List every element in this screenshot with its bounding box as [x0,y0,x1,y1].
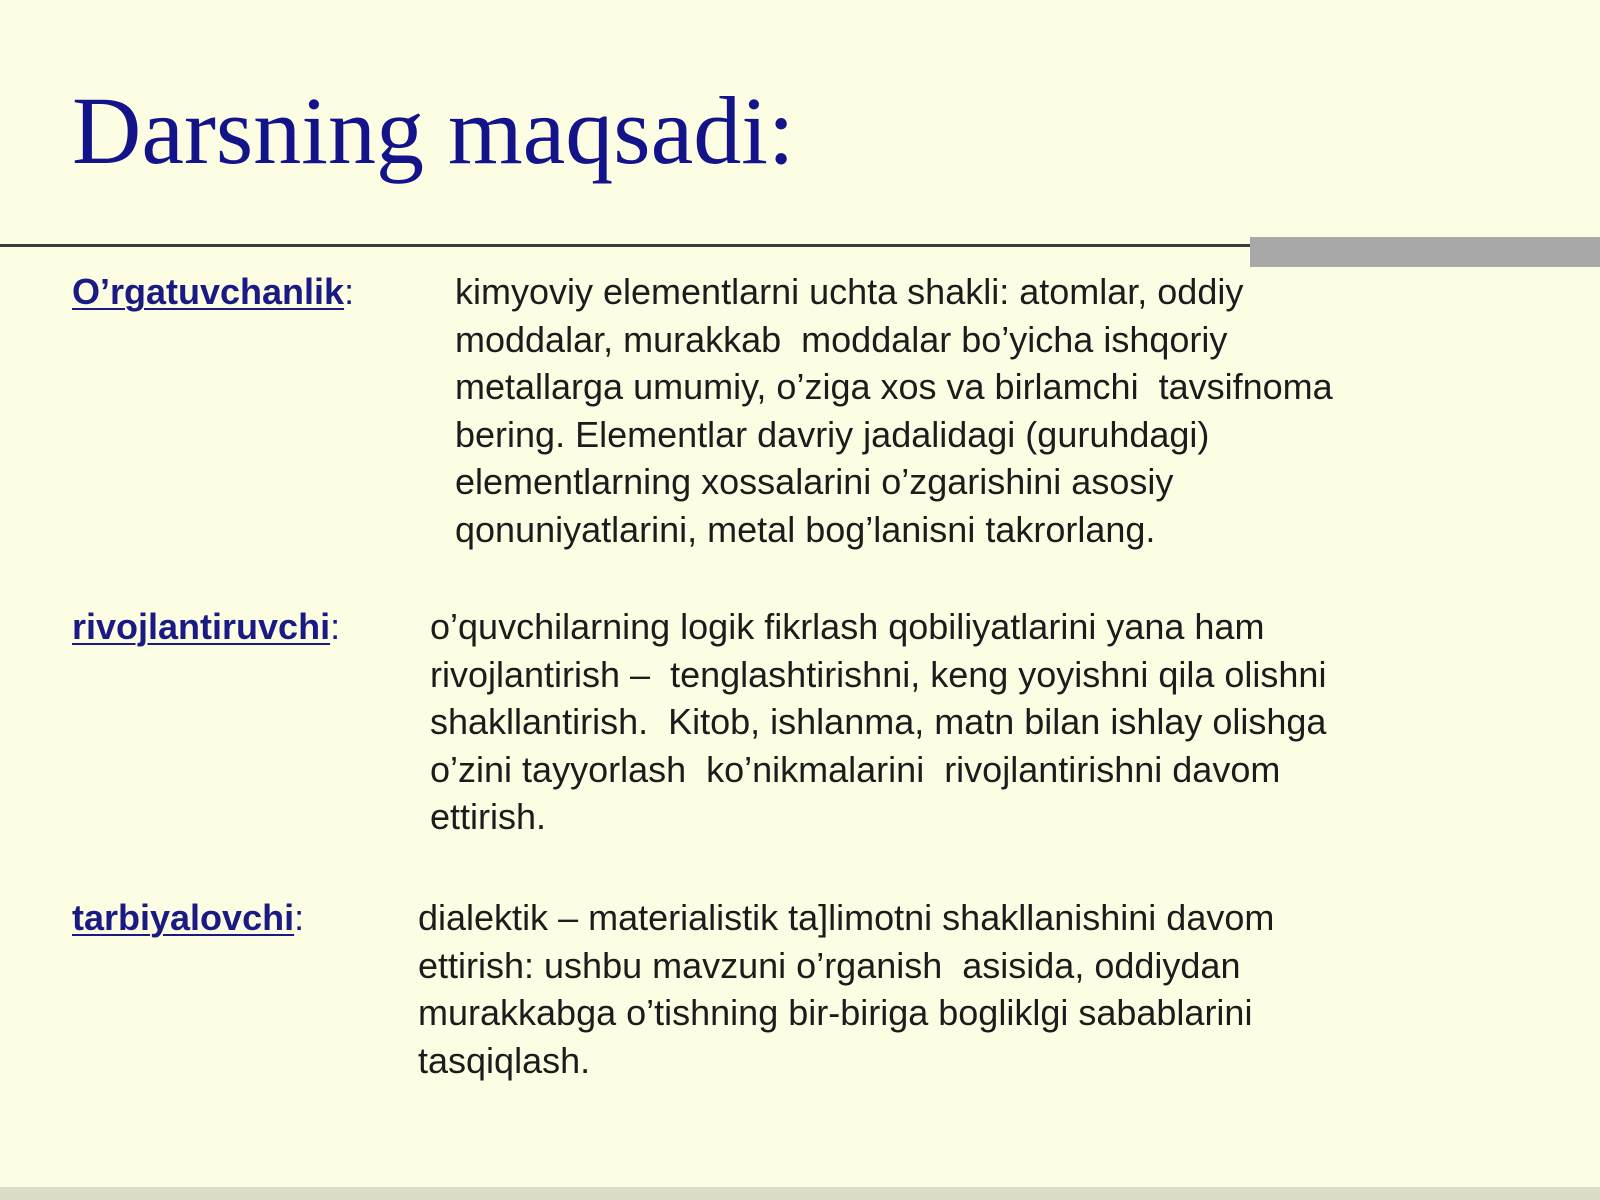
description-line: kimyoviy elementlarni uchta shakli: atomlar, oddiy [455,271,1244,312]
objective-term-colon: : [330,606,341,647]
description-line: bering. Elementlar davriy jadalidagi (guruhdagi) [455,413,1210,455]
objective-term-educating[interactable] [72,894,304,942]
description-line: o’zini tayyorlash ko’nikmalarini rivojlantirishni davom [430,748,1281,790]
slide-title: Darsning maqsadi: [72,77,795,184]
description-line: qonuniyatlarini, metal bog’lanisni takrorlang. [455,508,1156,550]
objective-term-teaching[interactable] [72,268,354,316]
slide-bottom-edge [0,1187,1600,1200]
description-line: rivojlantirish – tenglashtirishni, keng yoyishni qila olishni [430,653,1327,695]
objective-description-educating [418,894,1274,1084]
objective-description-teaching [455,268,1333,553]
description-line: moddalar, murakkab moddalar bo’yicha ishqoriy [455,318,1228,360]
objective-description-developing [430,603,1326,841]
objective-term-link[interactable]: rivojlantiruvchi [72,606,331,647]
description-line: shakllantirish. Kitob, ishlanma, matn bilan ishlay olishga [430,701,1327,742]
objective-term-colon: : [294,897,305,938]
objective-term-link[interactable]: tarbiyalovchi [72,897,295,938]
objective-term-colon: : [344,271,355,312]
description-line: elementlarning xossalarini o’zgarishini asosiy [455,461,1174,502]
objective-term-link[interactable]: O’rgatuvchanlik [72,271,345,312]
description-line: murakkabga o’tishning bir-biriga bogliklgi sabablarini [418,992,1253,1033]
description-line: tasqiqlash. [418,1039,591,1081]
description-line: o’quvchilarning logik fikrlash qobiliyatlarini yana ham [430,606,1265,647]
description-line: ettirish: ushbu mavzuni o’rganish asisida, oddiydan [418,944,1241,986]
objective-term-developing[interactable] [72,603,340,651]
description-line: ettirish. [430,796,547,837]
description-line: dialektik – materialistik ta]limotni shakllanishini davom [418,897,1275,938]
description-line: metallarga umumiy, o’ziga xos va birlamchi tavsifnoma [455,366,1333,407]
title-divider-accent [1250,237,1600,267]
